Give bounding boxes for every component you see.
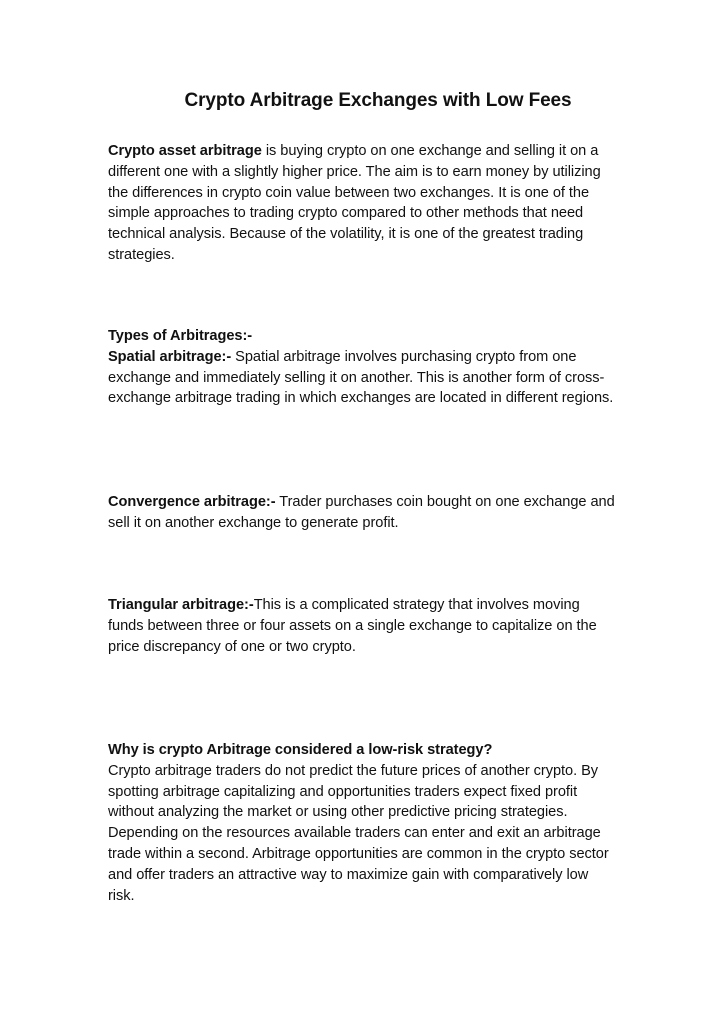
why-text: Crypto arbitrage traders do not predict the future prices of another crypto. By spotting arbitrage capitalizing and opportunities traders expect fixed profit without analyzing the market or using other predictive pricing strategies. Depending on the resources available traders can enter and exit an arbitrage trade within a second. Arbitrage opportunities are common in the crypto sector and offer traders an attractive way to maximize gain with comparatively low risk. (108, 762, 609, 904)
convergence-paragraph (108, 492, 618, 534)
triangular-lead: Triangular arbitrage:- (108, 597, 254, 613)
why-heading: Why is crypto Arbitrage considered a low-risk strategy? (108, 742, 493, 758)
why-section (108, 740, 618, 906)
types-heading: Types of Arbitrages:- (108, 328, 253, 344)
intro-text: is buying crypto on one exchange and selling it on a different one with a slightly higher price. The aim is to earn money by utilizing the differences in crypto coin value between two exchanges. It is one of the simple approaches to trading crypto compared to other methods that need technical analysis. Because of the volatility, it is one of the greatest trading strategies. (108, 143, 601, 263)
triangular-text: This is a complicated strategy that involves moving funds between three or four assets on a single exchange to capitalize on the price discrepancy of one or two crypto. (108, 597, 597, 655)
intro-paragraph (108, 141, 618, 266)
types-section (108, 326, 618, 409)
spatial-lead: Spatial arbitrage:- (108, 348, 232, 365)
page-title: Crypto Arbitrage Exchanges with Low Fees (184, 90, 572, 111)
spatial-text: Spatial arbitrage involves purchasing crypto from one exchange and immediately selling it on another. This is another form of cross-exchange arbitrage trading in which exchanges are located in different regions. (108, 348, 614, 407)
convergence-text: Trader purchases coin bought on one exchange and sell it on another exchange to generate profit. (108, 494, 615, 531)
triangular-paragraph (108, 595, 618, 657)
intro-lead: Crypto asset arbitrage (108, 143, 262, 159)
convergence-lead: Convergence arbitrage:- (108, 494, 276, 510)
